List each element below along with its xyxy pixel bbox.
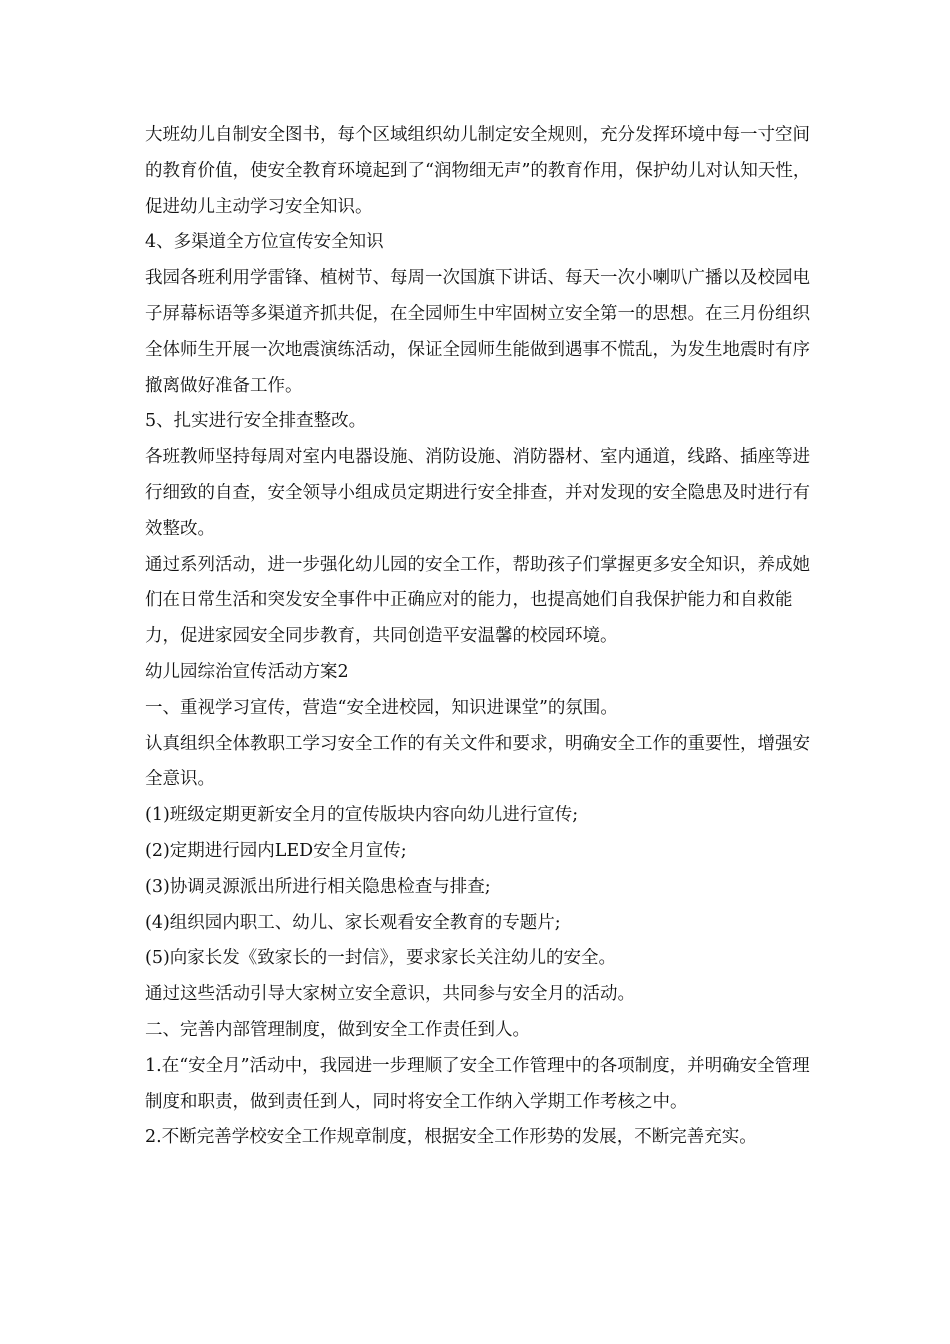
section-heading-4: 4、多渠道全方位宣传安全知识 xyxy=(145,232,384,253)
paragraph-guidance: 通过这些活动引导大家树立安全意识，共同参与安全月的活动。 xyxy=(145,984,635,1005)
list-item-5: (5)向家长发《致家长的一封信》，要求家长关注幼儿的安全。 xyxy=(145,948,617,969)
numbered-item-2: 2.不断完善学校安全工作规章制度，根据安全工作形势的发展，不断完善充实。 xyxy=(145,1127,757,1148)
paragraph-intro: 大班幼儿自制安全图书，每个区域组织幼儿制定安全规则，充分发挥环境中每一寸空间的教育价值，使安全教育环境起到了“润物细无声”的教育作用，保护幼儿对认知天性，促进幼儿主动学习安全知识。 xyxy=(145,125,811,217)
list-item-2: (2)定期进行园内LED安全月宣传; xyxy=(145,840,407,861)
paragraph-publicity: 我园各班利用学雷锋、植树节、每周一次国旗下讲话、每天一次小喇叭广播以及校园电子屏幕标语等多渠道齐抓共促，在全园师生中牢固树立安全第一的思想。在三月份组织全体师生开展一次地震演练活动，保证全园师生能做到遇事不慌乱，为发生地震时有序撤离做好准备工作。 xyxy=(145,268,810,396)
numbered-item-1: 1.在“安全月”活动中，我园进一步理顺了安全工作管理中的各项制度，并明确安全管理制度和职责，做到责任到人，同时将安全工作纳入学期工作考核之中。 xyxy=(145,1055,810,1112)
list-item-3: (3)协调灵源派出所进行相关隐患检查与排查; xyxy=(145,876,491,897)
list-item-1: (1)班级定期更新安全月的宣传版块内容向幼儿进行宣传; xyxy=(145,805,579,826)
paragraph-summary: 通过系列活动，进一步强化幼儿园的安全工作，帮助孩子们掌握更多安全知识，养成她们在日常生活和突发安全事件中正确应对的能力，也提高她们自我保护能力和自救能力，促进家园安全同步教育，共同创造平安温馨的校园环境。 xyxy=(145,554,810,647)
section-heading-one: 一、重视学习宣传，营造“安全进校园，知识进课堂”的氛围。 xyxy=(145,697,618,718)
document-body xyxy=(145,118,825,1156)
section-heading-two: 二、完善内部管理制度，做到安全工作责任到人。 xyxy=(145,1019,530,1040)
list-item-4: (4)组织园内职工、幼儿、家长观看安全教育的专题片; xyxy=(145,912,561,933)
paragraph-study: 认真组织全体教职工学习安全工作的有关文件和要求，明确安全工作的重要性，增强安全意识。 xyxy=(145,733,810,790)
paragraph-inspection: 各班教师坚持每周对室内电器设施、消防设施、消防器材、室内通道，线路、插座等进行细致的自查，安全领导小组成员定期进行安全排查，并对发现的安全隐患及时进行有效整改。 xyxy=(145,447,810,539)
section-heading-5: 5、扎实进行安全排查整改。 xyxy=(145,411,367,432)
document-title-2: 幼儿园综治宣传活动方案2 xyxy=(145,661,349,682)
